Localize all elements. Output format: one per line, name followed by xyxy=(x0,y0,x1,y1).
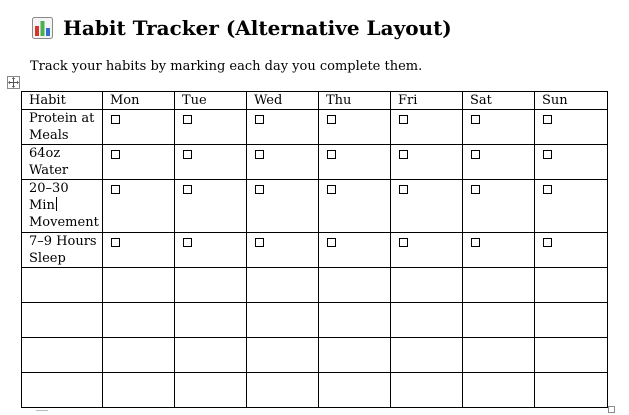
checkbox[interactable] xyxy=(111,115,120,124)
empty-cell[interactable] xyxy=(175,373,247,408)
checkbox[interactable] xyxy=(111,238,120,247)
day-cell[interactable] xyxy=(103,110,175,145)
empty-cell[interactable] xyxy=(103,303,175,338)
empty-cell[interactable] xyxy=(535,338,608,373)
day-cell[interactable] xyxy=(535,233,608,268)
day-cell[interactable] xyxy=(175,180,247,233)
checkbox[interactable] xyxy=(543,185,552,194)
header-row xyxy=(22,92,608,110)
empty-cell[interactable] xyxy=(175,303,247,338)
empty-row xyxy=(22,268,608,303)
empty-cell[interactable] xyxy=(22,373,103,408)
habit-name-line: Movement xyxy=(29,215,99,230)
checkbox[interactable] xyxy=(543,150,552,159)
checkbox[interactable] xyxy=(543,238,552,247)
checkbox[interactable] xyxy=(327,115,336,124)
checkbox[interactable] xyxy=(399,115,408,124)
habit-name-cell[interactable] xyxy=(22,233,103,268)
empty-cell[interactable] xyxy=(247,303,319,338)
day-cell[interactable] xyxy=(463,110,535,145)
empty-cell[interactable] xyxy=(103,338,175,373)
table-row xyxy=(22,180,608,233)
empty-cell[interactable] xyxy=(463,373,535,408)
checkbox[interactable] xyxy=(327,185,336,194)
empty-cell[interactable] xyxy=(175,338,247,373)
checkbox[interactable] xyxy=(255,185,264,194)
day-cell[interactable] xyxy=(391,180,463,233)
checkbox[interactable] xyxy=(471,185,480,194)
day-cell[interactable] xyxy=(319,233,391,268)
habit-name-line: Meals xyxy=(29,128,69,143)
empty-cell[interactable] xyxy=(319,338,391,373)
empty-cell[interactable] xyxy=(247,338,319,373)
day-cell[interactable] xyxy=(103,180,175,233)
day-cell[interactable] xyxy=(247,233,319,268)
day-cell[interactable] xyxy=(175,233,247,268)
empty-cell[interactable] xyxy=(391,338,463,373)
habit-name-line: 7–9 Hours xyxy=(29,234,97,249)
table-row xyxy=(22,233,608,268)
checkbox[interactable] xyxy=(255,238,264,247)
day-cell[interactable] xyxy=(535,110,608,145)
empty-cell[interactable] xyxy=(103,373,175,408)
checkbox[interactable] xyxy=(471,150,480,159)
paragraph-mark xyxy=(36,410,48,415)
day-cell[interactable] xyxy=(175,110,247,145)
empty-cell[interactable] xyxy=(463,303,535,338)
header-tue: Tue xyxy=(175,92,247,110)
checkbox[interactable] xyxy=(183,150,192,159)
checkbox[interactable] xyxy=(111,185,120,194)
empty-cell[interactable] xyxy=(463,268,535,303)
day-cell[interactable] xyxy=(319,180,391,233)
header-fri: Fri xyxy=(391,92,463,110)
checkbox[interactable] xyxy=(183,185,192,194)
habit-name-line: Water xyxy=(29,163,69,178)
day-cell[interactable] xyxy=(247,145,319,180)
empty-cell[interactable] xyxy=(22,268,103,303)
checkbox[interactable] xyxy=(183,115,192,124)
checkbox[interactable] xyxy=(255,150,264,159)
empty-cell[interactable] xyxy=(535,268,608,303)
empty-cell[interactable] xyxy=(175,268,247,303)
habit-name-line: 20–30 xyxy=(29,181,69,196)
bar-chart-icon xyxy=(32,17,53,39)
habit-name-line: Protein at xyxy=(29,111,95,126)
empty-cell[interactable] xyxy=(319,268,391,303)
checkbox[interactable] xyxy=(471,238,480,247)
day-cell[interactable] xyxy=(391,145,463,180)
header-wed: Wed xyxy=(247,92,319,110)
habit-name-cell[interactable] xyxy=(22,145,103,180)
day-cell[interactable] xyxy=(103,233,175,268)
empty-cell[interactable] xyxy=(22,338,103,373)
checkbox[interactable] xyxy=(399,150,408,159)
checkbox[interactable] xyxy=(327,150,336,159)
checkbox[interactable] xyxy=(255,115,264,124)
empty-cell[interactable] xyxy=(535,373,608,408)
empty-row xyxy=(22,373,608,408)
empty-row xyxy=(22,303,608,338)
day-cell[interactable] xyxy=(319,145,391,180)
instructions-text: Track your habits by marking each day you complete them. xyxy=(30,59,423,74)
habit-name-line: Sleep xyxy=(29,251,66,266)
day-cell[interactable] xyxy=(535,145,608,180)
document-title xyxy=(32,14,452,42)
table-resize-handle[interactable] xyxy=(608,406,615,413)
empty-cell[interactable] xyxy=(247,268,319,303)
header-sat: Sat xyxy=(463,92,535,110)
checkbox[interactable] xyxy=(399,185,408,194)
empty-cell[interactable] xyxy=(391,303,463,338)
empty-cell[interactable] xyxy=(319,303,391,338)
habit-table xyxy=(21,91,608,408)
checkbox[interactable] xyxy=(183,238,192,247)
title-text: Habit Tracker (Alternative Layout) xyxy=(63,16,452,40)
day-cell[interactable] xyxy=(319,110,391,145)
habit-name-line: Min xyxy=(29,198,55,213)
checkbox[interactable] xyxy=(111,150,120,159)
empty-cell[interactable] xyxy=(535,303,608,338)
header-sun: Sun xyxy=(535,92,608,110)
empty-cell[interactable] xyxy=(103,268,175,303)
habit-name-cell[interactable] xyxy=(22,180,103,233)
empty-cell[interactable] xyxy=(319,373,391,408)
checkbox[interactable] xyxy=(399,238,408,247)
empty-row xyxy=(22,338,608,373)
checkbox[interactable] xyxy=(327,238,336,247)
empty-cell[interactable] xyxy=(391,268,463,303)
day-cell[interactable] xyxy=(391,110,463,145)
table-move-handle[interactable] xyxy=(7,76,20,89)
empty-cell[interactable] xyxy=(391,373,463,408)
header-habit: Habit xyxy=(22,92,103,110)
header-thu: Thu xyxy=(319,92,391,110)
habit-name-cell[interactable] xyxy=(22,110,103,145)
move-arrows-icon xyxy=(8,77,19,88)
day-cell[interactable] xyxy=(463,180,535,233)
empty-cell[interactable] xyxy=(463,338,535,373)
day-cell[interactable] xyxy=(247,110,319,145)
day-cell[interactable] xyxy=(175,145,247,180)
text-cursor xyxy=(56,197,57,211)
day-cell[interactable] xyxy=(247,180,319,233)
table-row xyxy=(22,145,608,180)
empty-cell[interactable] xyxy=(22,303,103,338)
checkbox[interactable] xyxy=(543,115,552,124)
empty-cell[interactable] xyxy=(247,373,319,408)
day-cell[interactable] xyxy=(463,233,535,268)
day-cell[interactable] xyxy=(391,233,463,268)
header-mon: Mon xyxy=(103,92,175,110)
habit-name-line: 64oz xyxy=(29,146,61,161)
checkbox[interactable] xyxy=(471,115,480,124)
day-cell[interactable] xyxy=(103,145,175,180)
day-cell[interactable] xyxy=(535,180,608,233)
day-cell[interactable] xyxy=(463,145,535,180)
table-row xyxy=(22,110,608,145)
